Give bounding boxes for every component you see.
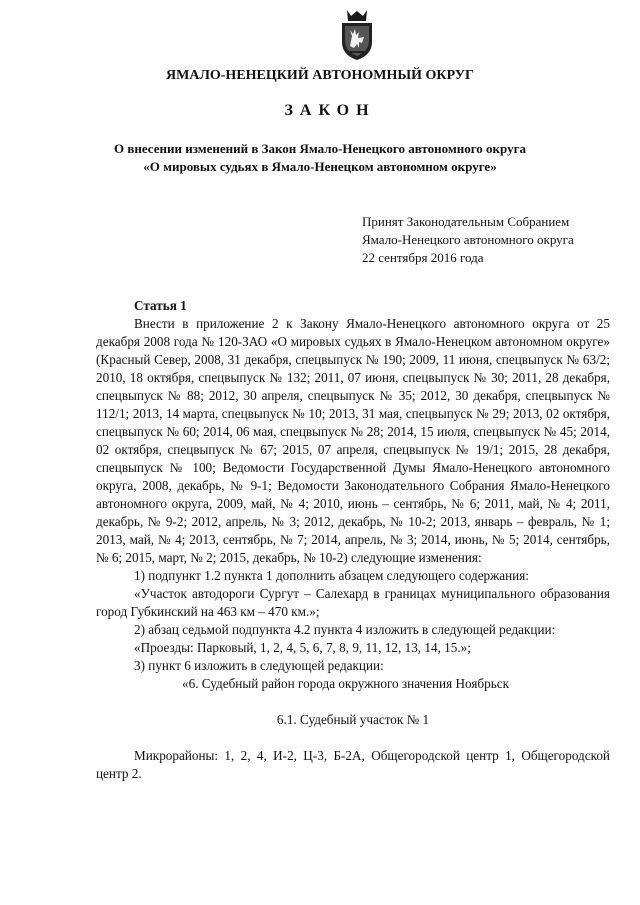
amendment-item-1-quote: «Участок автодороги Сургут – Салехард в границах муниципального образования город Губкинский на 463 км – 470 км.»; (96, 586, 610, 619)
adoption-line-1: Принят Законодательным Собранием (362, 214, 570, 229)
law-title-line-2: «О мировых судьях в Ямало-Ненецком автономном округе» (143, 159, 497, 174)
amendment-item-2-quote: «Проезды: Парковый, 1, 2, 4, 5, 6, 7, 8, 9, 11, 12, 13, 14, 15.»; (134, 640, 471, 655)
amendment-item-3-quote-title: «6. Судебный район города окружного значения Ноябрьск (182, 676, 509, 691)
adoption-line-2: Ямало-Ненецкого автономного округа (362, 232, 574, 247)
article-heading: Статья 1 (134, 298, 187, 313)
law-title-line-1: О внесении изменений в Закон Ямало-Ненецкого автономного округа (113, 141, 526, 156)
amendment-item-1: 1) подпункт 1.2 пункта 1 дополнить абзацем следующего содержания: (134, 568, 529, 583)
subsection-heading: 6.1. Судебный участок № 1 (276, 712, 430, 727)
adoption-note (362, 213, 592, 267)
adoption-date: 22 сентября 2016 года (362, 250, 484, 265)
region-name: ЯМАЛО-НЕНЕЦКИЙ АВТОНОМНЫЙ ОКРУГ (166, 68, 474, 83)
article-intro-paragraph: Внести в приложение 2 к Закону Ямало-Ненецкого автономного округа от 25 декабря 2008 года № 120-ЗАО «О мировых судьях в Ямало-Ненецком автономном округе» (Красный Север, 2008, 31 декабря, спецвыпуск № 190; 2009, 11 июня, спецвыпуск № 63/2; 2010, 18 октября, спецвыпуск № 132; 2011, 07 июня, спецвыпуск № 30; 2011, 28 декабря, спецвыпуск № 88; 2012, 30 апреля, спецвыпуск № 35; 2012, 30 декабря, спецвыпуск № 112/1; 2013, 14 марта, спецвыпуск № 10; 2013, 31 мая, спецвыпуск № 29; 2013, 02 октября, спецвыпуск № 60; 2014, 06 мая, спецвыпуск № 28; 2014, 15 июля, спецвыпуск № 45; 2014, 02 октября, спецвыпуск № 67; 2015, 07 апреля, спецвыпуск № 19/1; 2015, 28 декабря, спецвыпуск № 100; Ведомости Государственной Думы Ямало-Ненецкого автономного округа, 2008, декабрь, № 9-1; Ведомости Законодательного Собрания Ямало-Ненецкого автономного округа, 2009, май, № 4; 2010, июнь – сентябрь, № 6; 2011, май, № 4; 2011, декабрь, № 9-2; 2012, апрель, № 3; 2012, декабрь, № 10-2; 2013, январь – февраль, № 1; 2013, май, № 4; 2013, сентябрь, № 7; 2014, апрель, № 3; 2014, июнь, № 5; 2014, сентябрь, № 6; 2015, март, № 2; 2015, декабрь, № 10-2) следующие изменения: (96, 316, 610, 565)
amendment-item-3: 3) пункт 6 изложить в следующей редакции: (134, 658, 384, 673)
law-title (0, 140, 640, 176)
districts-paragraph: Микрорайоны: 1, 2, 4, И-2, Ц-3, Б-2А, Общегородской центр 1, Общегородской центр 2. (96, 748, 610, 781)
yamal-nenets-coat-of-arms-icon (337, 8, 377, 62)
article-body (96, 297, 610, 783)
amendment-item-2: 2) абзац седьмой подпункта 4.2 пункта 4 изложить в следующей редакции: (134, 622, 556, 637)
document-type: ЗАКОН (284, 102, 376, 119)
